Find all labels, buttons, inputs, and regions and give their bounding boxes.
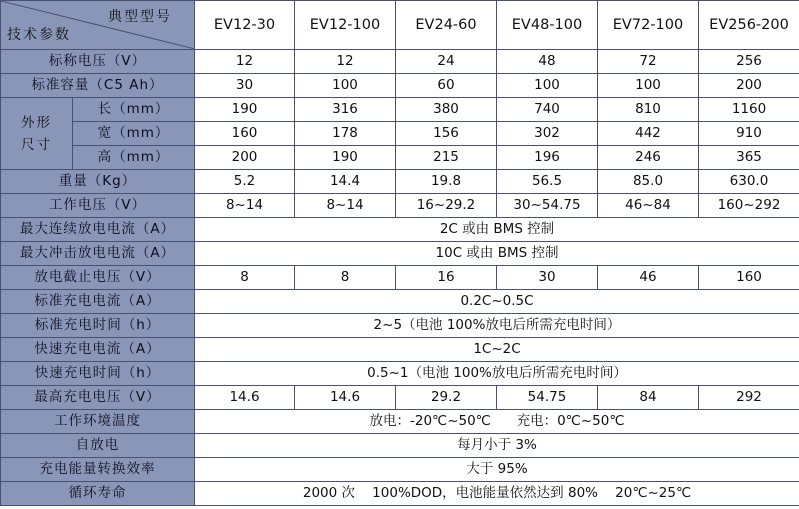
group-label-line: 尺寸: [21, 136, 52, 153]
table-cell: 100: [598, 74, 699, 98]
table-row: [1, 434, 799, 458]
row-label: 充电能量转换效率: [1, 458, 195, 482]
row-label: 最高充电电压（V）: [1, 386, 195, 410]
table-cell: 380: [396, 98, 497, 122]
corner-bottom-label: 技术参数: [7, 27, 71, 43]
table-cell: 156: [396, 122, 497, 146]
table-cell: 910: [699, 122, 799, 146]
row-label: 快速充电电流（A）: [1, 338, 195, 362]
table-cell: 8: [195, 266, 295, 290]
table-cell: 14.4: [295, 170, 396, 194]
model-header: EV256-200: [699, 1, 799, 50]
table-cell: 160: [195, 122, 295, 146]
table-cell: 12: [295, 50, 396, 74]
merged-cell: 每月小于 3%: [195, 434, 799, 458]
table-cell: 442: [598, 122, 699, 146]
table-row: [1, 266, 799, 290]
table-cell: 14.6: [195, 386, 295, 410]
table-cell: 16~29.2: [396, 194, 497, 218]
table-row: [1, 98, 799, 122]
table-row: [1, 338, 799, 362]
table-cell: 8~14: [195, 194, 295, 218]
row-label: 标准容量（C5 Ah）: [1, 74, 195, 98]
row-label: 高（mm）: [73, 146, 195, 170]
row-label: 重量（Kg）: [1, 170, 195, 194]
table-cell: 29.2: [396, 386, 497, 410]
table-cell: 302: [497, 122, 598, 146]
header-row: [1, 1, 799, 50]
merged-cell: 2000 次 100%DOD，电池能量依然达到 80% 20℃~25℃: [195, 482, 799, 506]
table-cell: 160: [699, 266, 799, 290]
table-row: [1, 146, 799, 170]
table-cell: 100: [295, 74, 396, 98]
table-cell: 85.0: [598, 170, 699, 194]
table-cell: 14.6: [295, 386, 396, 410]
table-row: [1, 410, 799, 434]
table-cell: 8: [295, 266, 396, 290]
table-row: [1, 170, 799, 194]
table-cell: 46: [598, 266, 699, 290]
table-cell: 24: [396, 50, 497, 74]
row-label: 标称电压（V）: [1, 50, 195, 74]
table-cell: 200: [195, 146, 295, 170]
table-cell: 54.75: [497, 386, 598, 410]
table-cell: 48: [497, 50, 598, 74]
table-cell: 316: [295, 98, 396, 122]
table-cell: 215: [396, 146, 497, 170]
table-cell: 292: [699, 386, 799, 410]
table-cell: 190: [295, 146, 396, 170]
table-cell: 56.5: [497, 170, 598, 194]
table-row: [1, 74, 799, 98]
table-cell: 190: [195, 98, 295, 122]
table-cell: 46~84: [598, 194, 699, 218]
table-cell: 200: [699, 74, 799, 98]
merged-cell: 10C 或由 BMS 控制: [195, 242, 799, 266]
model-header: EV48-100: [497, 1, 598, 50]
row-label: 快速充电时间（h）: [1, 362, 195, 386]
model-header: EV12-30: [195, 1, 295, 50]
table-cell: 30~54.75: [497, 194, 598, 218]
model-header: EV72-100: [598, 1, 699, 50]
merged-cell: 2C 或由 BMS 控制: [195, 218, 799, 242]
row-label: 自放电: [1, 434, 195, 458]
row-label: 工作环境温度: [1, 410, 195, 434]
row-label: 标准充电电流（A）: [1, 290, 195, 314]
table-cell: 246: [598, 146, 699, 170]
table-cell: 16: [396, 266, 497, 290]
row-label: 最大冲击放电电流（A）: [1, 242, 195, 266]
model-header: EV24-60: [396, 1, 497, 50]
table-row: [1, 50, 799, 74]
row-label: 放电截止电压（V）: [1, 266, 195, 290]
header-corner-cell: [1, 1, 195, 50]
dimensions-group-label: [1, 98, 73, 170]
table-row: [1, 194, 799, 218]
table-cell: 8~14: [295, 194, 396, 218]
merged-cell: 0.5~1（电池 100%放电后所需充电时间）: [195, 362, 799, 386]
table-cell: 12: [195, 50, 295, 74]
table-cell: 630.0: [699, 170, 799, 194]
group-label-line: 外形: [21, 114, 52, 131]
table-cell: 100: [497, 74, 598, 98]
table-cell: 810: [598, 98, 699, 122]
table-row: [1, 386, 799, 410]
merged-cell: 放电：-20℃~50℃ 充电：0℃~50℃: [195, 410, 799, 434]
row-label: 最大连续放电电流（A）: [1, 218, 195, 242]
model-header: EV12-100: [295, 1, 396, 50]
table-cell: 740: [497, 98, 598, 122]
row-label: 宽（mm）: [73, 122, 195, 146]
table-cell: 30: [497, 266, 598, 290]
table-row: [1, 218, 799, 242]
table-cell: 178: [295, 122, 396, 146]
merged-cell: 0.2C~0.5C: [195, 290, 799, 314]
table-cell: 256: [699, 50, 799, 74]
table-cell: 160~292: [699, 194, 799, 218]
merged-cell: 2~5（电池 100%放电后所需充电时间）: [195, 314, 799, 338]
table-row: [1, 482, 799, 506]
row-label: 工作电压（V）: [1, 194, 195, 218]
merged-cell: 1C~2C: [195, 338, 799, 362]
corner-top-label: 典型型号: [108, 9, 172, 25]
table-cell: 1160: [699, 98, 799, 122]
table-row: [1, 242, 799, 266]
table-cell: 365: [699, 146, 799, 170]
table-cell: 19.8: [396, 170, 497, 194]
table-cell: 60: [396, 74, 497, 98]
row-label: 循环寿命: [1, 482, 195, 506]
merged-cell: 大于 95%: [195, 458, 799, 482]
table-cell: 84: [598, 386, 699, 410]
table-row: [1, 362, 799, 386]
table-row: [1, 290, 799, 314]
table-row: [1, 122, 799, 146]
table-cell: 72: [598, 50, 699, 74]
table-row: [1, 314, 799, 338]
row-label: 长（mm）: [73, 98, 195, 122]
row-label: 标准充电时间（h）: [1, 314, 195, 338]
table-row: [1, 458, 799, 482]
table-cell: 5.2: [195, 170, 295, 194]
table-cell: 196: [497, 146, 598, 170]
table-cell: 30: [195, 74, 295, 98]
